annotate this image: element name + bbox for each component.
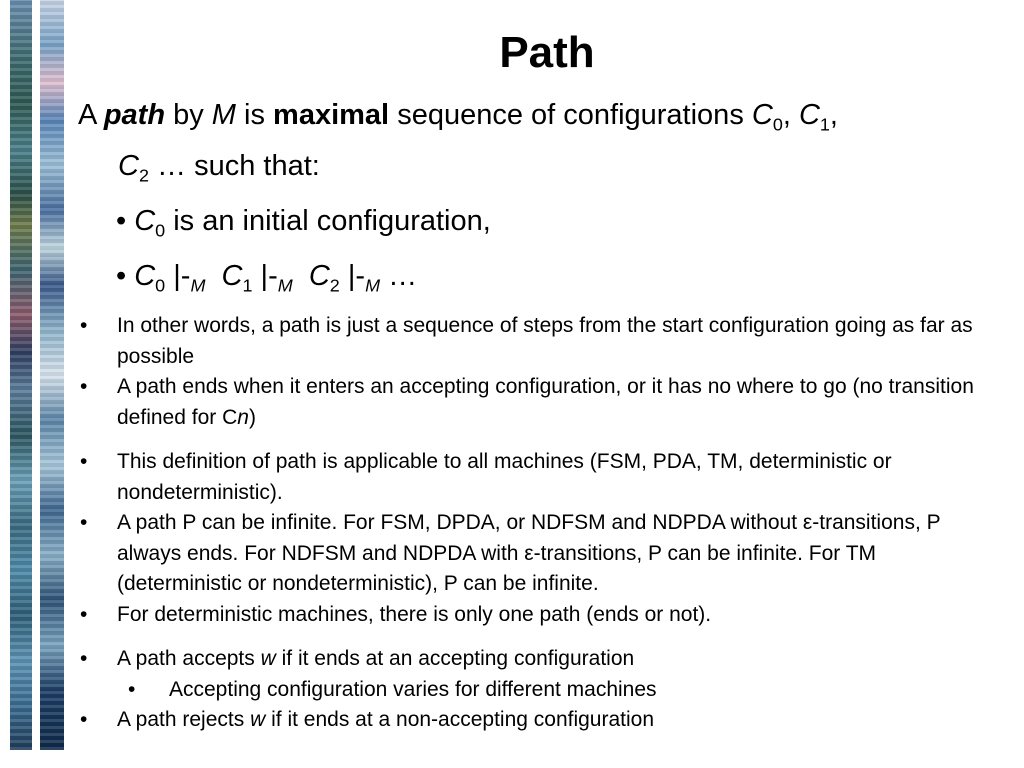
w-symbol: w <box>250 708 266 731</box>
list-item <box>80 508 990 600</box>
def-path-word: path <box>103 99 166 131</box>
bullet: • <box>80 602 88 626</box>
list-item <box>80 447 990 508</box>
def-c2: C <box>118 150 139 183</box>
note-text: Accepting configuration varies for different machines <box>169 677 657 701</box>
cond2-c0: C <box>134 260 156 293</box>
note-text: For deterministic machines, there is only one path (ends or not). <box>117 602 712 626</box>
cond2-yields-3: |- <box>347 260 366 293</box>
cond2-c0-sub: 0 <box>155 275 166 296</box>
decorative-strip-right <box>40 0 64 750</box>
def-c2-sub: 2 <box>138 165 149 186</box>
cond2-c1: C <box>221 260 243 293</box>
bullet: • <box>128 677 136 701</box>
bullet: • <box>80 708 88 731</box>
bullet: • <box>80 314 88 337</box>
def-such-that: … such that: <box>157 150 320 183</box>
note-text: This definition of path is applicable to all machines (FSM, PDA, TM, deterministic or nondeterministic). <box>117 450 892 504</box>
def-c1-sub: 1 <box>819 114 830 135</box>
condition-item <box>116 198 491 253</box>
rejects-post: if it ends at a non-accepting configuration <box>271 708 655 731</box>
def-c0-sub: 0 <box>772 114 783 135</box>
cond2-c2: C <box>308 260 330 293</box>
cond1-text: is an initial configuration, <box>173 205 491 237</box>
decorative-strip-left <box>10 0 32 750</box>
list-item <box>80 600 990 631</box>
def-c1: C <box>798 99 820 131</box>
condition-item <box>116 253 491 308</box>
list-item <box>80 675 990 706</box>
note-text <box>117 644 990 675</box>
def-maximal: maximal <box>273 99 390 131</box>
note-n: n <box>237 405 249 429</box>
list-item <box>80 644 990 675</box>
bullet: • <box>80 375 88 398</box>
cond2-ellipsis: … <box>388 260 418 293</box>
def-is: is <box>244 99 265 131</box>
def-rest: sequence of configurations <box>397 99 744 131</box>
condition-bullet: • <box>116 205 127 237</box>
slide-title: Path <box>499 28 595 77</box>
cond1-sub: 0 <box>155 220 166 241</box>
list-item <box>80 311 990 372</box>
cond2-yields-2: |- <box>260 260 278 293</box>
def-a: A <box>78 99 96 131</box>
list-item <box>80 372 990 433</box>
accepts-post: if it ends at an accepting configuration <box>281 647 635 670</box>
cond2-m-1: M <box>190 275 206 296</box>
def-m: M <box>211 99 236 131</box>
def-c0: C <box>751 99 773 131</box>
note-text: In other words, a path is just a sequence of steps from the start configuration going as far as possible <box>117 314 973 368</box>
conditions-list <box>116 198 491 309</box>
note-close: ) <box>248 405 256 429</box>
rejects-pre: A path rejects <box>117 708 245 731</box>
note-text-main: A path ends when it enters an accepting configuration, or it has no where to go (no transition defined for C <box>117 375 974 429</box>
accepts-pre: A path accepts <box>117 647 255 670</box>
def-comma-1: , <box>782 99 791 131</box>
note-text <box>117 705 990 736</box>
cond2-yields-1: |- <box>173 260 191 293</box>
cond2-m-3: M <box>365 275 381 296</box>
note-text: A path P can be infinite. For FSM, DPDA, or NDFSM and NDPDA without ε-transitions, P always ends. For NDFSM and NDPDA with ε-transitions, P can be infinite. For TM (deterministic or nondeterministic), P can be infinite. <box>117 511 941 595</box>
definition-paragraph <box>78 94 1008 197</box>
cond1-c: C <box>134 205 156 237</box>
condition-bullet: • <box>116 260 127 293</box>
notes-list <box>80 311 990 736</box>
bullet: • <box>80 647 88 670</box>
note-text <box>117 372 990 433</box>
bullet: • <box>80 511 88 534</box>
bullet: • <box>80 450 88 473</box>
w-symbol: w <box>260 647 276 670</box>
cond2-c1-sub: 1 <box>242 275 253 296</box>
cond2-c2-sub: 2 <box>329 275 340 296</box>
cond2-m-2: M <box>277 275 293 296</box>
def-by: by <box>173 99 204 131</box>
list-item <box>80 705 990 736</box>
def-comma-2: , <box>829 99 838 131</box>
